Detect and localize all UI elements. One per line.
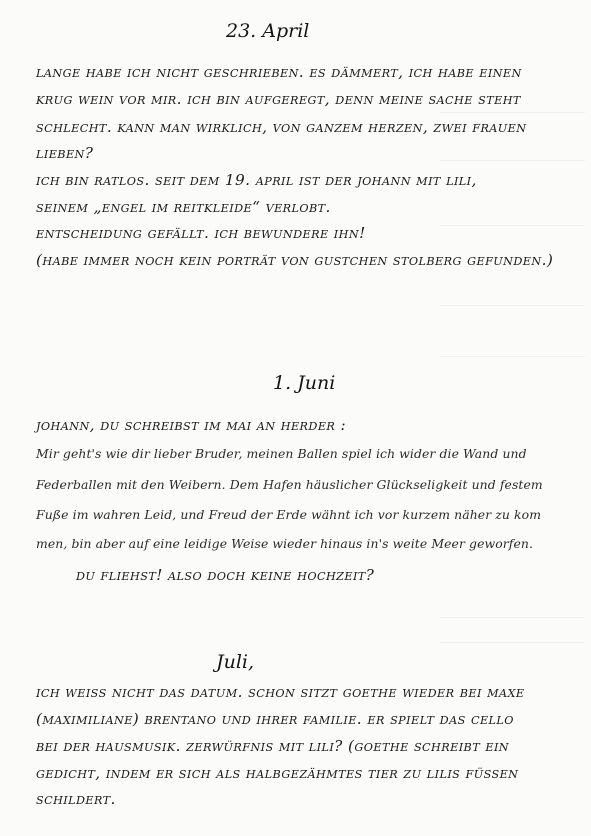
bleed-line <box>440 225 585 226</box>
bleed-line <box>440 356 585 357</box>
entry-line: (habe immer noch kein porträt von gustchen stolberg gefunden.) <box>36 251 554 269</box>
entry-date: 1. Juni <box>273 372 336 394</box>
entry-line: schildert. <box>36 790 116 808</box>
quote-line: Mir geht's wie dir lieber Bruder, meinen Ballen spiel ich wider die Wand und <box>36 446 527 461</box>
entry-intro: johann, du schreibst im mai an herder : <box>36 416 347 434</box>
quote-line: men, bin aber auf eine leidige Weise wieder hinaus in's weite Meer geworfen. <box>36 536 534 551</box>
entry-line: (maximiliane) brentano und ihrer familie. er spielt das cello <box>36 710 514 728</box>
entry-line: lange habe ich nicht geschrieben. es dämmert, ich habe einen <box>36 63 522 81</box>
bleed-line <box>440 617 585 618</box>
quote-line: Fuße im wahren Leid, und Freud der Erde wähnt ich vor kurzem näher zu kom <box>36 507 542 522</box>
bleed-line <box>440 642 585 643</box>
entry-line: krug wein vor mir. ich bin aufgeregt, denn meine sache steht <box>36 90 521 108</box>
bleed-line <box>440 305 585 306</box>
entry-line: schlecht. kann man wirklich, von ganzem herzen, zwei frauen <box>36 118 527 136</box>
entry-date: 23. April <box>226 20 310 42</box>
bleed-line <box>440 112 585 113</box>
quote-line: Federballen mit den Weibern. Dem Hafen häuslicher Glückseligkeit und festem <box>36 477 543 492</box>
entry-line: ich bin ratlos. seit dem 19. april ist der johann mit lili, <box>36 171 477 189</box>
entry-line: entscheidung gefällt. ich bewundere ihn! <box>36 224 366 242</box>
entry-closing: du fliehst! also doch keine hochzeit? <box>76 566 375 584</box>
entry-line: seinem „engel im reitkleide“ verlobt. <box>36 198 331 216</box>
entry-date: Juli, <box>216 651 255 673</box>
entry-line: bei der hausmusik. zerwürfnis mit lili? (goethe schreibt ein <box>36 737 510 755</box>
entry-line: gedicht, indem er sich als halbgezähmtes tier zu lilis füssen <box>36 764 519 782</box>
bleed-line <box>440 160 585 161</box>
entry-line: lieben? <box>36 144 94 162</box>
entry-line: ich weiss nicht das datum. schon sitzt goethe wieder bei maxe <box>36 683 525 701</box>
